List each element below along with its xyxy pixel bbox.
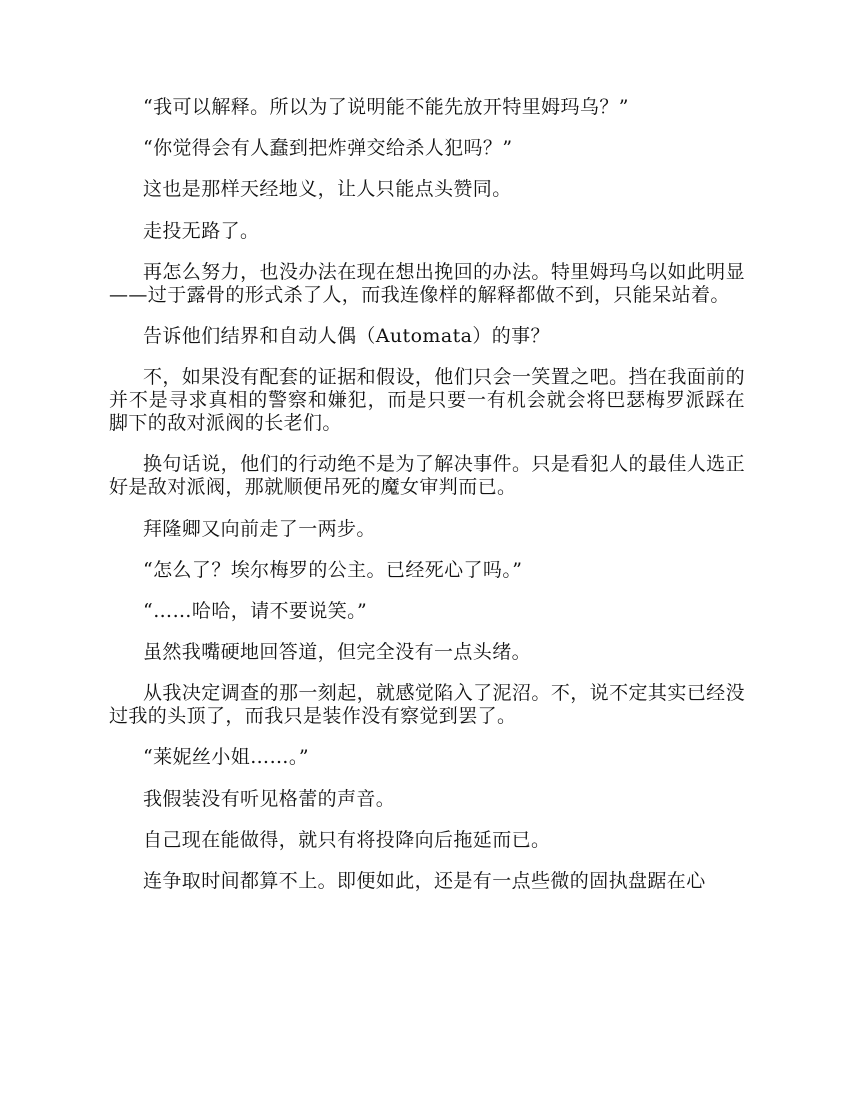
paragraph: 再怎么努力，也没办法在现在想出挽回的办法。特里姆玛乌以如此明显——过于露骨的形式杀了人，而我连像样的解释都做不到，只能呆站着。 [109,260,745,306]
paragraph: 这也是那样天经地义，让人只能点头赞同。 [143,178,512,201]
paragraph: “我可以解释。所以为了说明能不能先放开特里姆玛乌？” [143,96,629,118]
paragraph: 换句话说，他们的行动绝不是为了解决事件。只是看犯人的最佳人选正好是敌对派阀，那就顺便吊死的魔女审判而已。 [109,453,745,499]
paragraph: “怎么了？埃尔梅罗的公主。已经死心了吗。” [143,558,523,581]
paragraph: “你觉得会有人蠢到把炸弹交给杀人犯吗？” [143,137,513,160]
paragraph: 不，如果没有配套的证据和假设，他们只会一笑置之吧。挡在我面前的并不是寻求真相的警察和嫌犯，而是只要一有机会就会将巴瑟梅罗派踩在脚下的敌对派阀的长老们。 [109,366,745,435]
paragraph: 虽然我嘴硬地回答道，但完全没有一点头绪。 [143,641,532,664]
paragraph: 自己现在能做得，就只有将投降向后拖延而已。 [143,828,551,851]
paragraph: 走投无路了。 [143,219,260,242]
paragraph: “莱妮丝小姐……。” [143,746,309,769]
paragraph: 拜隆卿又向前走了一两步。 [143,517,376,540]
paragraph: 从我决定调查的那一刻起，就感觉陷入了泥沼。不，说不定其实已经没过我的头顶了，而我只是装作没有察觉到罢了。 [109,682,745,728]
paragraph: 告诉他们结界和自动人偶（Automata）的事？ [143,324,550,347]
document-page [109,96,745,911]
paragraph: 连争取时间都算不上。即便如此，还是有一点些微的固执盘踞在心 [143,870,706,892]
paragraph: “……哈哈，请不要说笑。” [143,599,368,622]
paragraph: 我假装没有听见格蕾的声音。 [143,787,396,810]
